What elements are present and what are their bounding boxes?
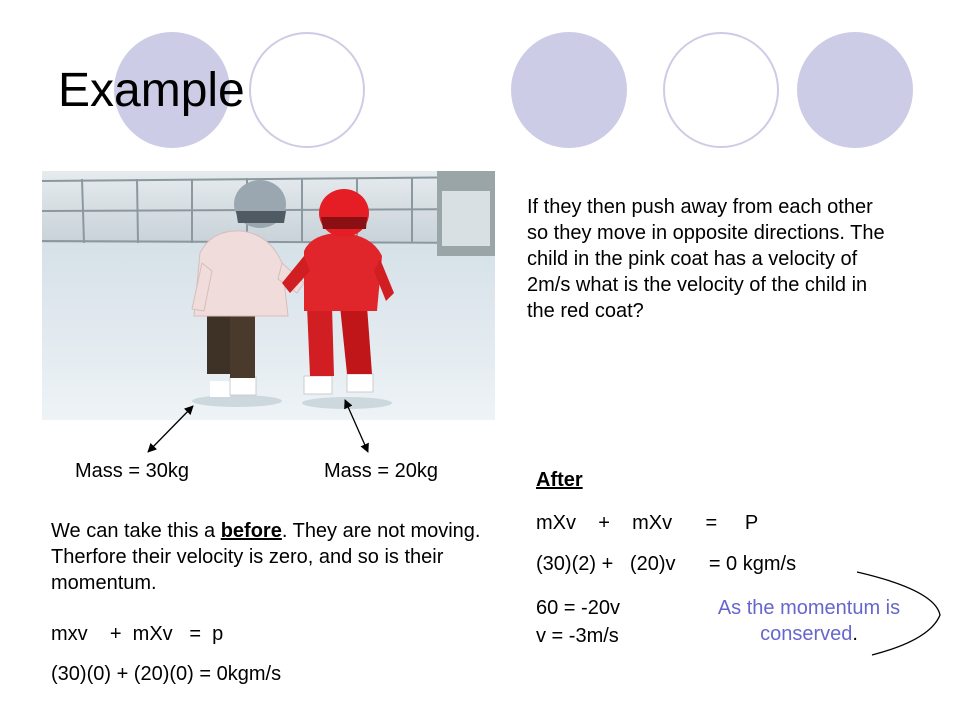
before-equation: mxv + mXv = p — [51, 623, 224, 645]
question-text: If they then push away from each other so they move in opposite directions. The child in the pink coat has a velocity of 2m/s what is the velocity of the child in the red coat? — [527, 196, 885, 322]
decor-circle-2 — [249, 32, 365, 148]
after-heading: After — [536, 469, 583, 491]
before-explanation — [51, 518, 481, 596]
mass-label-pink-child: Mass = 30kg — [75, 460, 189, 482]
decor-circle-3 — [511, 32, 627, 148]
conserved-note-period: . — [852, 623, 858, 645]
mass-label-red-child: Mass = 20kg — [324, 460, 438, 482]
momentum-conserved-note — [700, 595, 918, 647]
after-calculation: (30)(2) + (20)v = 0 kgm/s — [536, 553, 797, 575]
decor-circle-4 — [663, 32, 779, 148]
before-intro: We can take this a — [51, 520, 221, 542]
children-skating-photo — [42, 171, 495, 420]
slide-title: Example — [58, 64, 245, 117]
before-keyword: before — [220, 520, 282, 542]
before-calculation: (30)(0) + (20)(0) = 0kgm/s — [51, 663, 282, 685]
decor-circle-5 — [797, 32, 913, 148]
after-result: v = -3m/s — [536, 625, 619, 647]
after-step-1: 60 = -20v — [536, 597, 620, 619]
before-rest: . They are not moving. Therfore their velocity is zero, and so is their momentum. — [51, 520, 481, 594]
after-equation: mXv + mXv = P — [536, 512, 759, 534]
conserved-note-text: As the momentum is conserved — [717, 597, 901, 645]
